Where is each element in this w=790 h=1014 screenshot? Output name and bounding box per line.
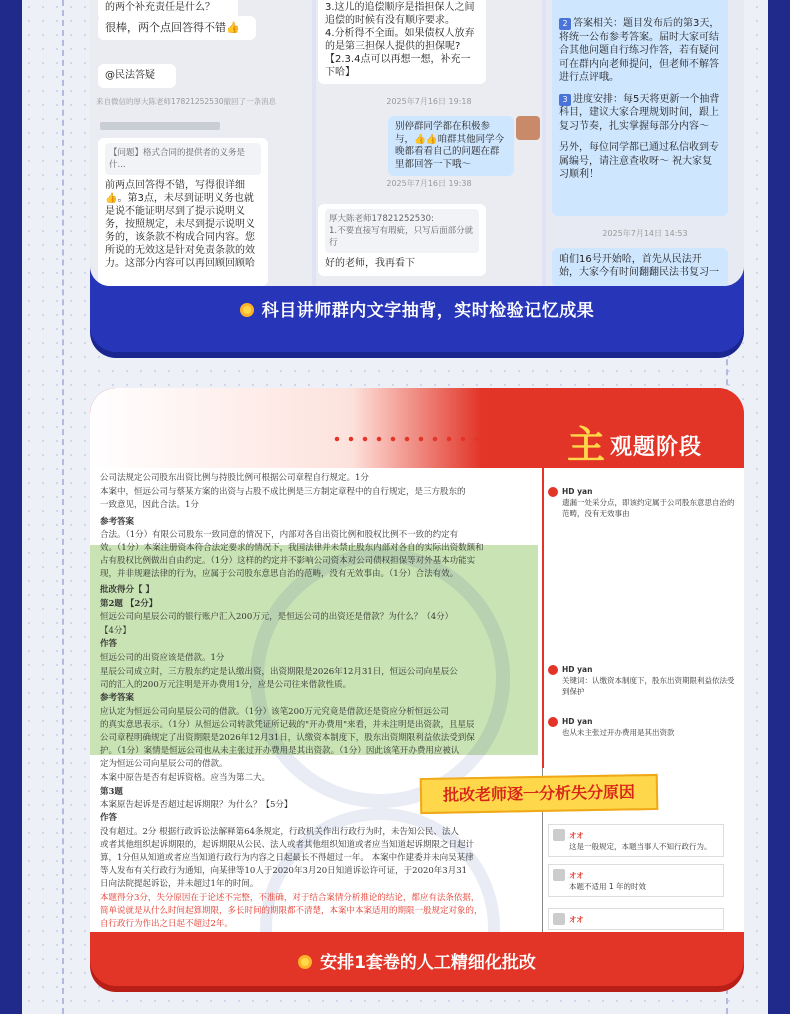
reviewer-icon [548,487,558,497]
reviewer-icon [548,665,558,675]
paper-line: 作答 [100,813,118,823]
bubble-text: 别停群同学都在积极参与，👍👍咱群其他同学今晚都看看自己的问题在群里都回答一下哦～ [395,121,505,170]
review-divider [542,468,544,768]
chat-bubble [98,16,256,40]
bubble-text: 的两个补充责任是什么？ [105,2,215,13]
paper-line: 参考答案 [100,693,135,703]
review-comment [548,864,724,897]
grading-caption [90,948,744,973]
chat-column-2 [316,0,542,286]
bubble-text: 好的老师，我再看下 [325,258,415,269]
comment-text: 也从未主张过开办费用是其出资款 [562,728,675,737]
paper-line: 司的汇入的200万元注明是开办费用1分，应是公司往来借款性质。 [100,680,352,690]
timestamp: 2025年7月16日 19:18 [386,97,472,106]
paper-line: 日向法院提起诉讼，并未超过1年的时间。 [100,879,259,889]
paper-line: 【4分】 [100,626,131,636]
timestamp: 2025年7月16日 19:38 [386,179,472,188]
reviewer-icon [548,717,558,727]
reviewer-avatar [553,913,565,925]
item-text: 每5天将更新一个抽背科目，建议大家合理规划时间，跟上复习节奏，扎实掌握每部分内容～ [559,93,720,132]
paper-line: 应认定为恒远公司向星辰公司的借款。（1分）该笔200万元究竟是借款还是资应分析恒远公司 [100,707,449,717]
chat-caption [90,296,744,321]
timestamp: 2025年7月14日 14:53 [602,229,688,238]
notice-item-2 [559,17,721,85]
paper-line: 自行政行为作出之日起不超过2年。 [100,919,233,929]
paper-line: 第3题 [100,787,123,797]
paper-line: 等人发布有关行政行为通知，向某律等10人于2020年3月20日知道诉讼许可证，于2020年3月31 [100,866,468,876]
chat-bubble [552,248,728,286]
chat-collage [90,0,744,286]
reviewer-avatar [553,869,565,881]
notice-extra: 另外，每位同学都已通过私信收到专属编号，请注意查收呀～ 祝大家复习顺利！ [559,142,719,180]
bubble-text: 咱们16号开始哈，首先从民法开始，大家今有时间翻翻民法书复习一 [559,254,719,278]
paper-line: 批改得分【 】 [100,585,154,595]
quoted-message: 厚大陈老师17821252530: 1.不要直接写有瑕疵，只写后面部分就行 [325,209,479,253]
paper-line: 效。（1分）本案注册资本符合法定要求的情况下，我国法律并未禁止股东内部对各自的实际出资数额和 [100,543,484,553]
reviewer-name: オオ [569,830,584,840]
caption-text: 安排1套卷的人工精细化批改 [320,953,536,973]
paper-line: 星辰公司成立时，三方股东约定是认缴出资，出资期限是2026年12月31日，恒远公司向星辰公 [100,667,458,677]
paper-line: 恒远公司的出资应该是借款。1分 [100,653,225,663]
paper-line: 公司章程明确规定了出资期限是2026年12月31日，认缴资本制度下，股东出资期限利益依法受到保 [100,733,475,743]
blurred-text [100,122,220,130]
paper-line: 合法。（1分）有限公司股东一致同意的情况下，内部对各自出资比例和股权比例不一致的约定有 [100,530,459,540]
bubble-text: 前两点回答得不错，写得很详细👍。第3点，未尽到证明义务也就是说不能证明尽到了提示说明义务，按照规定，未尽到提示说明义务的，该条款不构成合同内容。您所说的无效这是针对免责条款的效力。这部分内容可以再回顾回顾哈 [105,180,255,269]
chat-bubble [318,0,486,84]
comment-text: 本题不适用 1 年的时效 [569,882,647,891]
chat-bubble [98,64,176,88]
paper-line: 现，并非规避法律的行为，应属于公司股东意思自治的范畴，没有无效事由。（1分）合法有效。 [100,569,459,579]
graded-paper [90,468,744,932]
bubble-text: @民法答疑 [105,70,155,81]
avatar [516,116,540,140]
title-rest: 观题阶段 [609,435,702,460]
paper-line: 公司法规定公司股东出资比例与持股比例可根据公司章程自行规定。1分 [100,473,369,483]
bullet-dot-icon [240,303,254,317]
chat-bubble [318,204,486,276]
paper-line: 参考答案 [100,517,135,527]
reviewer-name: オオ [569,914,584,924]
comment-text: 关键词：认缴资本制度下，股东出资期限利益依法受到保护 [562,676,735,696]
paper-line: 简单说就是从什么时间起算期限，多长时间的期限都不清楚，本案中本案适用的期限一般规定对象的， [100,906,483,916]
reviewer-name: HD yan [562,487,593,496]
bullet-dot-icon [298,955,312,969]
paper-line: 本案中，恒远公司与蔡某方案的出资与占股不成比例是三方制定章程中的自行规定，是三方股东的 [100,487,466,497]
caption-text: 科目讲师群内文字抽背，实时检验记忆成果 [261,301,595,321]
title-big-char: 主 [566,422,606,467]
chat-bubble [388,116,514,176]
grading-card [90,388,744,986]
reviewer-avatar [553,829,565,841]
chat-column-3 [546,0,744,286]
section-header [90,388,744,474]
item-title: 进度安排： [573,93,623,105]
paper-line: 没有超过。2分 根据行政诉讼法解释第64条规定，行政机关作出行政行为时，未告知公民、法人 [100,827,459,837]
chat-screenshot-card [90,0,744,352]
paper-line: 本案中原告是否有起诉资格。应当为第二大。 [100,773,271,783]
review-comment [548,908,724,930]
number-3-icon: 3 [559,94,571,106]
chat-column-1 [90,0,312,286]
paper-line: 占有股权比例做出自由约定。（1分）这样的约定并不影响公司资本对公司债权担保等对外基本功能实 [100,556,476,566]
paper-line: 或者其他组织起诉期限的，起诉期限从公民、法人或者其他组织知道或者应当知道起诉期限之日起计 [100,840,475,850]
number-2-icon: 2 [559,18,571,30]
highlight-stamp: 批改老师逐一分析失分原因 [420,774,659,814]
paper-line: 护。（1分）案情是恒远公司也从未主张过开办费用是其出资款。（1分）因此该笔开办费用应被认 [100,746,460,756]
paper-line: 作答 [100,639,118,649]
item-title: 答案相关： [573,18,623,29]
paper-line: 本案原告起诉是否超过起诉期限？为什么？【5分】 [100,800,293,810]
chat-bubble [98,138,268,286]
review-comment [548,664,738,697]
page-background [22,0,768,1014]
paper-line: 恒远公司向星辰公司的银行账户汇入200万元，是恒远公司的出资还是借款？为什么？（4分） [100,612,454,622]
paper-line: 算，1分但从知道或者应当知道行政行为内容之日起最长不得超过一年。 本案中作建委并未向吴某律 [100,853,474,863]
review-comment [548,716,738,738]
reviewer-name: HD yan [562,717,593,726]
paper-line: 的真实意思表示。（1分）从恒远公司转款凭证所记载的"开办费用"来看，并未注明是出资款，且星辰 [100,720,475,730]
paper-line: 一致意见，因此合法。1分 [100,500,199,510]
chat-bubble [552,0,728,216]
paper-line: 定为恒远公司向星辰公司的借款。 [100,759,228,769]
bubble-text: 很棒，两个点回答得不错👍 [105,21,240,34]
section-title [567,414,702,469]
paper-line: 第2题 【2分】 [100,599,158,609]
reviewer-name: オオ [569,870,584,880]
bubble-text: 3.这儿的追偿顺序是指担保人之间追偿的时候有没有顺序要求。 4.分析得不全面。如果债权人放弃的是第三担保人提供的担保呢? 【2.3.4点可以再想一想，补充一下哈】 [325,2,475,78]
review-comment [548,824,724,857]
comment-text: 这是一般规定，本题当事人不知行政行为。 [569,842,712,851]
reviewer-name: HD yan [562,665,593,674]
paper-line: 本题得分3分，失分原因在于论述不完整，不准确，对于结合案情分析推论的结论，都应有法条依据， [100,893,480,903]
decorative-dots [330,436,530,442]
quoted-message: 【问题】格式合同的提供者的义务是什... [105,143,261,175]
recall-notice: 来自微信的厚大陈老师17821252530撤回了一条消息 [96,97,276,106]
notice-item-3 [559,93,721,134]
review-comment [548,486,738,519]
comment-text: 遗漏一处采分点，即该约定属于公司股东意思自治的范畴，没有无效事由 [562,498,735,518]
item-text: 题目发布后的第3天，将统一公布参考答案。届时大家可结合其他问题自行练习作答，若有疑问可在群内向老师提问，但老师不解答进行点评哦。 [559,18,720,83]
